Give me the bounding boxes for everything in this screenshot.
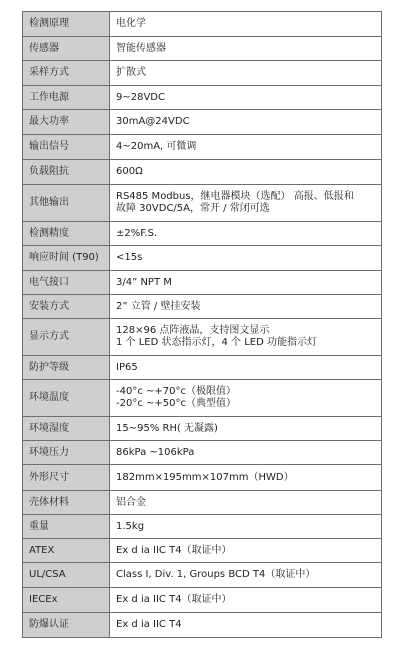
spec-value [110, 539, 382, 563]
spec-label: 传感器 [23, 37, 110, 61]
spec-value-line: 扩散式 [116, 67, 146, 78]
spec-value [110, 246, 382, 271]
spec-row [23, 356, 382, 380]
spec-label: 环境湿度 [23, 417, 110, 441]
spec-row [23, 563, 382, 588]
spec-value-line: -20°c ~+50°c（典型值） [116, 398, 236, 409]
spec-label: 环境压力 [23, 441, 110, 465]
spec-value-line: 15~95% RH( 无凝露) [116, 422, 218, 434]
spec-row [23, 441, 382, 465]
spec-row [23, 613, 382, 638]
spec-value-line: 128×96 点阵液晶，支持图文显示 [116, 325, 270, 336]
spec-label: 输出信号 [23, 135, 110, 160]
spec-value [110, 380, 382, 417]
spec-row [23, 135, 382, 160]
spec-value [110, 37, 382, 61]
spec-value [110, 222, 382, 246]
spec-label: 最大功率 [23, 110, 110, 135]
spec-label: 防爆认证 [23, 613, 110, 638]
spec-value [110, 491, 382, 515]
spec-row [23, 588, 382, 613]
spec-label: UL/CSA [23, 563, 110, 588]
spec-row [23, 86, 382, 110]
spec-value-line: ±2%F.S. [116, 227, 158, 239]
spec-value-line: 故障 30VDC/5A，常开 / 常闭可选 [116, 203, 270, 214]
spec-value-line: 3/4” NPT M [116, 276, 172, 288]
spec-label: 外形尺寸 [23, 465, 110, 491]
spec-value [110, 61, 382, 86]
spec-value [110, 465, 382, 491]
spec-value [110, 271, 382, 295]
spec-value-line: 182mm×195mm×107mm（HWD） [116, 471, 294, 483]
spec-label: ATEX [23, 539, 110, 563]
spec-row [23, 295, 382, 319]
spec-label: 其他输出 [23, 185, 110, 222]
spec-value-line: 电化学 [116, 18, 146, 29]
spec-value-line: Class I, Div. 1, Groups BCD T4（取证中） [116, 569, 316, 580]
spec-label: 环境温度 [23, 380, 110, 417]
spec-row [23, 37, 382, 61]
spec-value-line: RS485 Modbus，继电器模块（选配） 高报、低报和 [116, 191, 354, 202]
spec-table [22, 11, 382, 638]
spec-value-line: IP65 [116, 361, 138, 373]
spec-value [110, 417, 382, 441]
spec-row [23, 515, 382, 539]
spec-label: 安装方式 [23, 295, 110, 319]
spec-value [110, 319, 382, 356]
spec-value [110, 515, 382, 539]
spec-row [23, 465, 382, 491]
spec-label: 壳体材料 [23, 491, 110, 515]
spec-label: 工作电源 [23, 86, 110, 110]
spec-label: IECEx [23, 588, 110, 613]
spec-label: 检测原理 [23, 12, 110, 37]
spec-value [110, 588, 382, 613]
spec-value-line: 9~28VDC [116, 91, 165, 103]
spec-row [23, 491, 382, 515]
spec-row [23, 12, 382, 37]
spec-value [110, 110, 382, 135]
spec-value-line: 1.5kg [116, 520, 145, 532]
spec-row [23, 271, 382, 295]
spec-row [23, 185, 382, 222]
spec-value-line: Ex d ia IIC T4（取证中） [116, 594, 232, 605]
spec-value-line: 4~20mA, 可微调 [116, 141, 197, 152]
spec-label: 采样方式 [23, 61, 110, 86]
spec-value [110, 160, 382, 185]
spec-label: 电气接口 [23, 271, 110, 295]
spec-row [23, 319, 382, 356]
spec-value [110, 12, 382, 37]
spec-value [110, 135, 382, 160]
spec-value [110, 185, 382, 222]
spec-label: 响应时间 (T90) [23, 246, 110, 271]
spec-value-line: Ex d ia IIC T4（取证中） [116, 544, 232, 556]
spec-value-line: 600Ω [116, 166, 143, 177]
spec-label: 显示方式 [23, 319, 110, 356]
spec-value [110, 441, 382, 465]
spec-value-line: Ex d ia IIC T4 [116, 619, 182, 630]
spec-row [23, 61, 382, 86]
spec-row [23, 539, 382, 563]
spec-row [23, 380, 382, 417]
spec-row [23, 110, 382, 135]
spec-label: 防护等级 [23, 356, 110, 380]
spec-row [23, 222, 382, 246]
spec-value-line: 1 个 LED 状态指示灯，4 个 LED 功能指示灯 [116, 337, 317, 348]
spec-row [23, 417, 382, 441]
spec-value [110, 295, 382, 319]
spec-value-line: -40°c ~+70°c（极限值） [116, 386, 236, 397]
spec-label: 重量 [23, 515, 110, 539]
spec-value-line: 86kPa ~106kPa [116, 446, 195, 458]
spec-value-line: 智能传感器 [116, 42, 166, 54]
spec-label: 负载阻抗 [23, 160, 110, 185]
spec-table-body [23, 12, 382, 638]
spec-value [110, 563, 382, 588]
spec-value-line: 2” 立管 / 壁挂安装 [116, 300, 201, 312]
spec-value [110, 86, 382, 110]
spec-label: 检测精度 [23, 222, 110, 246]
spec-row [23, 246, 382, 271]
spec-row [23, 160, 382, 185]
spec-value [110, 356, 382, 380]
spec-value-line: 铝合金 [116, 496, 146, 508]
spec-value-line: <15s [116, 252, 143, 263]
spec-value-line: 30mA@24VDC [116, 116, 190, 127]
spec-value [110, 613, 382, 638]
